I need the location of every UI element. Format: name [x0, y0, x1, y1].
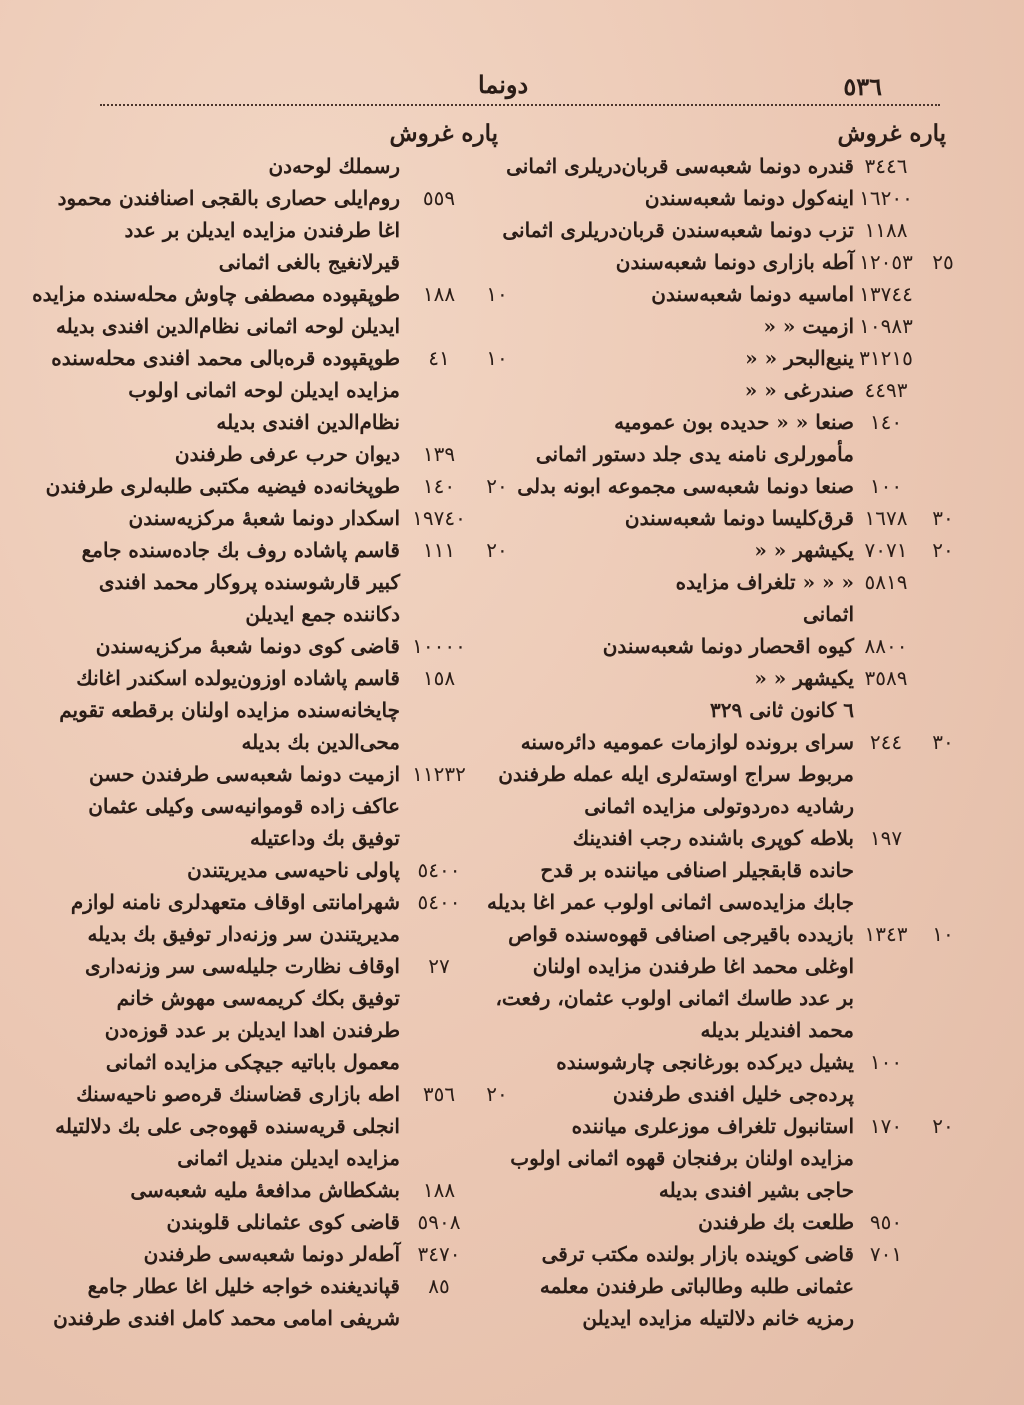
- ledger-row: [562, 1014, 962, 1046]
- ledger-row: [46, 758, 476, 790]
- entry-text: مربوط سراج اوسته‌لری ایله عمله طرفندن: [498, 762, 854, 786]
- ledger-row: [562, 502, 962, 534]
- entry-text: معمول باباتیه جیچکی مزایده اثمانی: [105, 1050, 400, 1074]
- para-amount: ١٤٠: [869, 410, 903, 434]
- entry-text: اطه بازاری قضاسنك قره‌صو ناحیه‌سنك: [76, 1082, 400, 1106]
- ledger-row: [46, 950, 476, 982]
- ledger-row: [495, 982, 962, 1014]
- entry-text: رشادیه ده‌ردوتولی مزایده اثمانی: [584, 794, 854, 818]
- entry-text: چایخانه‌سنده مزایده اولنان برقطعه تقویم: [59, 698, 400, 722]
- ledger-row: [46, 1174, 476, 1206]
- entry-text: آطه بازاری دونما شعبه‌سندن: [615, 250, 854, 274]
- ledger-row: [562, 822, 962, 854]
- ledger-row: [46, 150, 476, 182]
- para-amount: ١١١: [422, 538, 456, 562]
- para-amount: ٤٤٩٣: [864, 378, 908, 402]
- entry-text: قرق‌کلیسا دونما شعبه‌سندن: [624, 506, 854, 530]
- para-amount: ٨٨٠٠: [864, 634, 908, 658]
- ledger-row: [520, 726, 962, 758]
- entry-text: ایدیلن لوحه اثمانی نظام‌الدین افندی بدیله: [55, 314, 400, 338]
- entry-text: طوپقپوده قره‌بالی محمد افندی محله‌سنده: [51, 346, 400, 370]
- para-amount: ١٠٠: [869, 1050, 903, 1074]
- ledger-row: [46, 1078, 508, 1110]
- entry-text: پاولی ناحیه‌سی مدیریتندن: [187, 858, 400, 882]
- entry-text: جابك مزایده‌سی اثمانی اولوب عمر اغا بدیله: [486, 890, 854, 914]
- entry-text: توفیق بکك کریمه‌سی مهوش خانم: [116, 986, 400, 1010]
- ledger-row: [562, 310, 962, 342]
- ledger-row: [46, 598, 476, 630]
- ledger-row: [32, 278, 508, 310]
- ledger-row: [46, 918, 476, 950]
- ledger-row: [46, 1302, 476, 1334]
- entry-text: استانبول تلغراف موزعلری میاننده: [571, 1114, 854, 1138]
- entry-text: طوپخانه‌ده فیضیه مکتبی طلبه‌لری طرفندن: [45, 474, 400, 498]
- para-amount: ٥٤٠٠: [417, 858, 461, 882]
- ledger-row: [510, 1142, 962, 1174]
- para-amount: ٥٨١٩: [864, 570, 908, 594]
- entry-text: اوقاف نظارت جلیله‌سی سر وزنه‌داری: [85, 954, 400, 978]
- ledger-row: [46, 246, 476, 278]
- para-amount: ٨٥: [428, 1274, 450, 1298]
- ledger-row: [46, 310, 476, 342]
- para-amount: ٢٧: [428, 954, 450, 978]
- ledger-row: [562, 406, 962, 438]
- entry-text: طلعت بك طرفندن: [698, 1210, 854, 1234]
- ledger-row: [540, 854, 962, 886]
- entry-text: اثمانی: [802, 602, 854, 626]
- kurus-amount: ٣٠: [932, 730, 954, 754]
- ledger-row: [46, 182, 476, 214]
- entry-text: یشیل دیرکده بورغانجی چارشوسنده: [556, 1050, 854, 1074]
- entry-text: اوغلی محمد اغا طرفندن مزایده اولنان: [532, 954, 854, 978]
- kurus-amount: ٢٠: [486, 474, 508, 498]
- left-column-header: پاره غروش: [389, 120, 498, 147]
- para-amount: ١٤٠: [422, 474, 456, 498]
- right-column-header: پاره غروش: [837, 120, 946, 147]
- page-header: [0, 66, 1024, 102]
- para-amount: ٣٥٦: [422, 1082, 456, 1106]
- entry-text: قندره دونما شعبه‌سی قربان‌دریلری اثمانی: [506, 154, 854, 178]
- ledger-row: [562, 182, 962, 214]
- ledger-row: [562, 1174, 962, 1206]
- entry-text: قاضی کوی عثمانلی قلوبندن: [166, 1210, 400, 1234]
- entry-text: کیوه اقحصار دونما شعبه‌سندن: [602, 634, 854, 658]
- ledger-row: [46, 822, 476, 854]
- ledger-row: [535, 438, 962, 470]
- para-amount: ١٣٧٤٤: [859, 282, 913, 306]
- entry-text: اینه‌کول دونما شعبه‌سندن: [644, 186, 854, 210]
- ledger-row: [502, 214, 962, 246]
- kurus-amount: ١٠: [486, 282, 508, 306]
- ledger-row: [517, 470, 962, 502]
- ledger-row: [46, 886, 476, 918]
- para-amount: ١١٨٨: [864, 218, 908, 242]
- para-amount: ١٨٨: [422, 282, 456, 306]
- kurus-amount: ٢٠: [486, 538, 508, 562]
- para-amount: ٥٤٠٠: [417, 890, 461, 914]
- left-column: [32, 150, 508, 1334]
- entry-text: قیرلانغیج بالغی اثمانی: [218, 250, 400, 274]
- header-divider: [100, 98, 940, 106]
- ledger-row: [562, 566, 962, 598]
- entry-text: مزایده ایدیلن لوحه اثمانی اولوب: [128, 378, 400, 402]
- entry-text: طرفندن اهدا ایدیلن بر عدد قوزه‌دن: [104, 1018, 400, 1042]
- entry-text: ازمیت دونما شعبه‌سی طرفندن حسن: [89, 762, 400, 786]
- ledger-row: [562, 1078, 962, 1110]
- entry-text: سرای برونده لوازمات عمومیه دائره‌سنه: [520, 730, 854, 754]
- ledger-row: [46, 566, 476, 598]
- ledger-row: [562, 598, 962, 630]
- para-amount: ٥٥٩: [422, 186, 456, 210]
- entry-text: مزایده ایدیلن مندیل اثمانی: [177, 1146, 400, 1170]
- kurus-amount: ٢٠: [932, 538, 954, 562]
- kurus-amount: ٢٠: [932, 1114, 954, 1138]
- para-amount: ١٨٨: [422, 1178, 456, 1202]
- entry-text: ینبع‌البحر « «: [745, 346, 854, 370]
- entry-text: حاجی بشیر افندی بدیله: [658, 1178, 854, 1202]
- entry-text: بلاطه کوپری باشنده رجب افندینك: [572, 826, 854, 850]
- entry-text: بازیدده باقیرجی اصنافی قهوه‌سنده قواص: [508, 922, 854, 946]
- para-amount: ٢٤٤: [869, 730, 903, 754]
- ledger-row: [46, 854, 476, 886]
- ledger-row: [562, 246, 962, 278]
- para-amount: ٣٤٧٠: [417, 1242, 461, 1266]
- entry-text: صنعا « « حدیده بون عمومیه: [614, 410, 854, 434]
- ledger-row: [46, 1270, 476, 1302]
- ledger-row: [46, 982, 476, 1014]
- entry-text: صنعا دونما شعبه‌سی مجموعه ابونه بدلی: [517, 474, 854, 498]
- ledger-row: [562, 790, 962, 822]
- entry-text: روم‌ایلی حصاری بالقجی اصنافندن محمود: [57, 186, 400, 210]
- ledger-row: [562, 534, 962, 566]
- ledger-row: [46, 406, 476, 438]
- page-number: ٥٣٦: [843, 72, 882, 101]
- kurus-amount: ٣٠: [932, 506, 954, 530]
- entry-text: شهرامانتی اوقاف متعهدلری نامنه لوازم: [70, 890, 400, 914]
- ledger-row: [562, 1302, 962, 1334]
- kurus-amount: ٢٥: [932, 250, 954, 274]
- ledger-row: [46, 214, 476, 246]
- entry-text: شریفی امامی محمد کامل افندی طرفندن: [53, 1306, 400, 1330]
- ledger-row: [46, 1046, 476, 1078]
- para-amount: ٣١٢١٥: [859, 346, 913, 370]
- para-amount: ١٣٤٣: [864, 922, 908, 946]
- entry-text: عاکف زاده قوموانیه‌سی وکیلی عثمان: [88, 794, 400, 818]
- ledger-row: [508, 918, 962, 950]
- ledger-row: [46, 726, 476, 758]
- ledger-row: [46, 438, 476, 470]
- ledger-row: [562, 1206, 962, 1238]
- ledger-row: [562, 1110, 962, 1142]
- ledger-row: [562, 630, 962, 662]
- para-amount: ١٣٩: [422, 442, 456, 466]
- entry-text: بشکطاش مدافعهٔ ملیه شعبه‌سی: [130, 1178, 400, 1202]
- running-title: دونما: [478, 70, 529, 99]
- ledger-row: [46, 1110, 476, 1142]
- ledger-row: [562, 374, 962, 406]
- ledger-row: [46, 1014, 476, 1046]
- ledger-row: [46, 694, 476, 726]
- entry-text: محمد افندیلر بدیله: [700, 1018, 854, 1042]
- entry-text: حانده قابقجیلر اصنافی میاننده بر قدح: [540, 858, 854, 882]
- ledger-row: [46, 534, 508, 566]
- para-amount: ١٩٧٤٠: [412, 506, 466, 530]
- para-amount: ١٧٠: [869, 1114, 903, 1138]
- entry-text: دیوان حرب عرفی طرفندن: [174, 442, 400, 466]
- entry-text: توفیق بك وداعتیله: [250, 826, 400, 850]
- kurus-amount: ٢٠: [486, 1082, 508, 1106]
- ledger-row: [46, 662, 476, 694]
- entry-text: قپاندیغنده خواجه خلیل اغا عطار جامع: [87, 1274, 400, 1298]
- entry-text: قاسم پاشاده روف بك جاده‌سنده جامع: [81, 538, 400, 562]
- para-amount: ١٠٠٠٠: [412, 634, 466, 658]
- entry-text: بر عدد طاسك اثمانی اولوب عثمان، رفعت،: [495, 986, 854, 1010]
- para-amount: ٧٠٧١: [864, 538, 908, 562]
- kurus-amount: ١٠: [486, 346, 508, 370]
- entry-text: اماسیه دونما شعبه‌سندن: [651, 282, 854, 306]
- entry-text: مزایده اولنان برفنجان قهوه اثمانی اولوب: [510, 1146, 854, 1170]
- ledger-row: [562, 342, 962, 374]
- ledger-row: [539, 1270, 962, 1302]
- ledger-row: [46, 1238, 476, 1270]
- entry-text: یکیشهر « «: [754, 666, 854, 690]
- para-amount: ١٩٧: [869, 826, 903, 850]
- para-amount: ٩٥٠: [869, 1210, 903, 1234]
- right-column: [486, 150, 962, 1334]
- para-amount: ٣٥٨٩: [864, 666, 908, 690]
- entry-text: قاضی کوی دونما شعبهٔ مرکزیه‌سندن: [95, 634, 400, 658]
- entry-text: طوپقپوده مصطفی چاوش محله‌سنده مزایده: [32, 282, 400, 306]
- entry-text: اسکدار دونما شعبهٔ مرکزیه‌سندن: [128, 506, 400, 530]
- entry-text: رمزیه خانم دلالتیله مزایده ایدیلن: [582, 1306, 854, 1330]
- para-amount: ٥٩٠٨: [417, 1210, 461, 1234]
- ledger-row: [532, 950, 962, 982]
- entry-text: ازمیت « «: [763, 314, 854, 338]
- ledger-row: [45, 470, 508, 502]
- entry-text: تزب دونما شعبه‌سندن قربان‌دریلری اثمانی: [502, 218, 854, 242]
- ledger-row: [562, 694, 962, 726]
- entry-text: پرده‌جی خلیل افندی طرفندن: [612, 1082, 854, 1106]
- ledger-row: [541, 1238, 962, 1270]
- para-amount: ٤١: [428, 346, 450, 370]
- para-amount: ١٦٧٨: [864, 506, 908, 530]
- para-amount: ١٦٢٠٠: [859, 186, 913, 210]
- entry-text: رسملك لوحه‌دن: [268, 154, 400, 178]
- entry-text: ٦ کانون ثانی ٣٢٩: [710, 698, 854, 722]
- entry-text: دکاننده جمع ایدیلن: [245, 602, 400, 626]
- entry-text: انجلی قریه‌سنده قهوه‌جی علی بك دلالتیله: [55, 1114, 400, 1138]
- ledger-row: [46, 502, 476, 534]
- para-amount: ١١٢٣٢: [412, 762, 466, 786]
- entry-text: محی‌الدین بك بدیله: [241, 730, 400, 754]
- entry-text: « « « تلغراف مزایده: [675, 570, 854, 594]
- ledger-row: [46, 1142, 476, 1174]
- para-amount: ١٠٠: [869, 474, 903, 498]
- entry-text: عثمانی طلبه وطالباتی طرفندن معلمه: [539, 1274, 854, 1298]
- para-amount: ٣٤٤٦: [864, 154, 908, 178]
- para-amount: ٧٠١: [869, 1242, 903, 1266]
- entry-text: آطه‌لر دونما شعبه‌سی طرفندن: [143, 1242, 400, 1266]
- entry-text: نظام‌الدین افندی بدیله: [216, 410, 400, 434]
- para-amount: ١٢٠٥٣: [859, 250, 913, 274]
- kurus-amount: ١٠: [932, 922, 954, 946]
- ledger-row: [562, 278, 962, 310]
- entry-text: قاضی کوینده بازار بولنده مکتب ترقی: [541, 1242, 854, 1266]
- ledger-row: [498, 758, 962, 790]
- entry-text: یکیشهر « «: [754, 538, 854, 562]
- ledger-row: [486, 886, 962, 918]
- entry-text: قاسم پاشاده اوزون‌یولده اسکندر اغانك: [76, 666, 400, 690]
- ledger-row: [556, 1046, 962, 1078]
- ledger-row: [46, 790, 476, 822]
- ledger-row: [46, 630, 476, 662]
- ledger-row: [562, 662, 962, 694]
- entry-text: مدیریتندن سر وزنه‌دار توفیق بك بدیله: [87, 922, 400, 946]
- ledger-row: [46, 342, 508, 374]
- entry-text: مأمورلری نامنه یدی جلد دستور اثمانی: [535, 442, 854, 466]
- entry-text: اغا طرفندن مزایده ایدیلن بر عدد: [124, 218, 400, 242]
- ledger-row: [506, 150, 962, 182]
- entry-text: کبیر قارشوسنده پروکار محمد افندی: [98, 570, 400, 594]
- para-amount: ١٠٩٨٣: [859, 314, 913, 338]
- ledger-row: [46, 1206, 476, 1238]
- para-amount: ١٥٨: [422, 666, 456, 690]
- entry-text: صندرغی « «: [744, 378, 854, 402]
- ledger-row: [46, 374, 476, 406]
